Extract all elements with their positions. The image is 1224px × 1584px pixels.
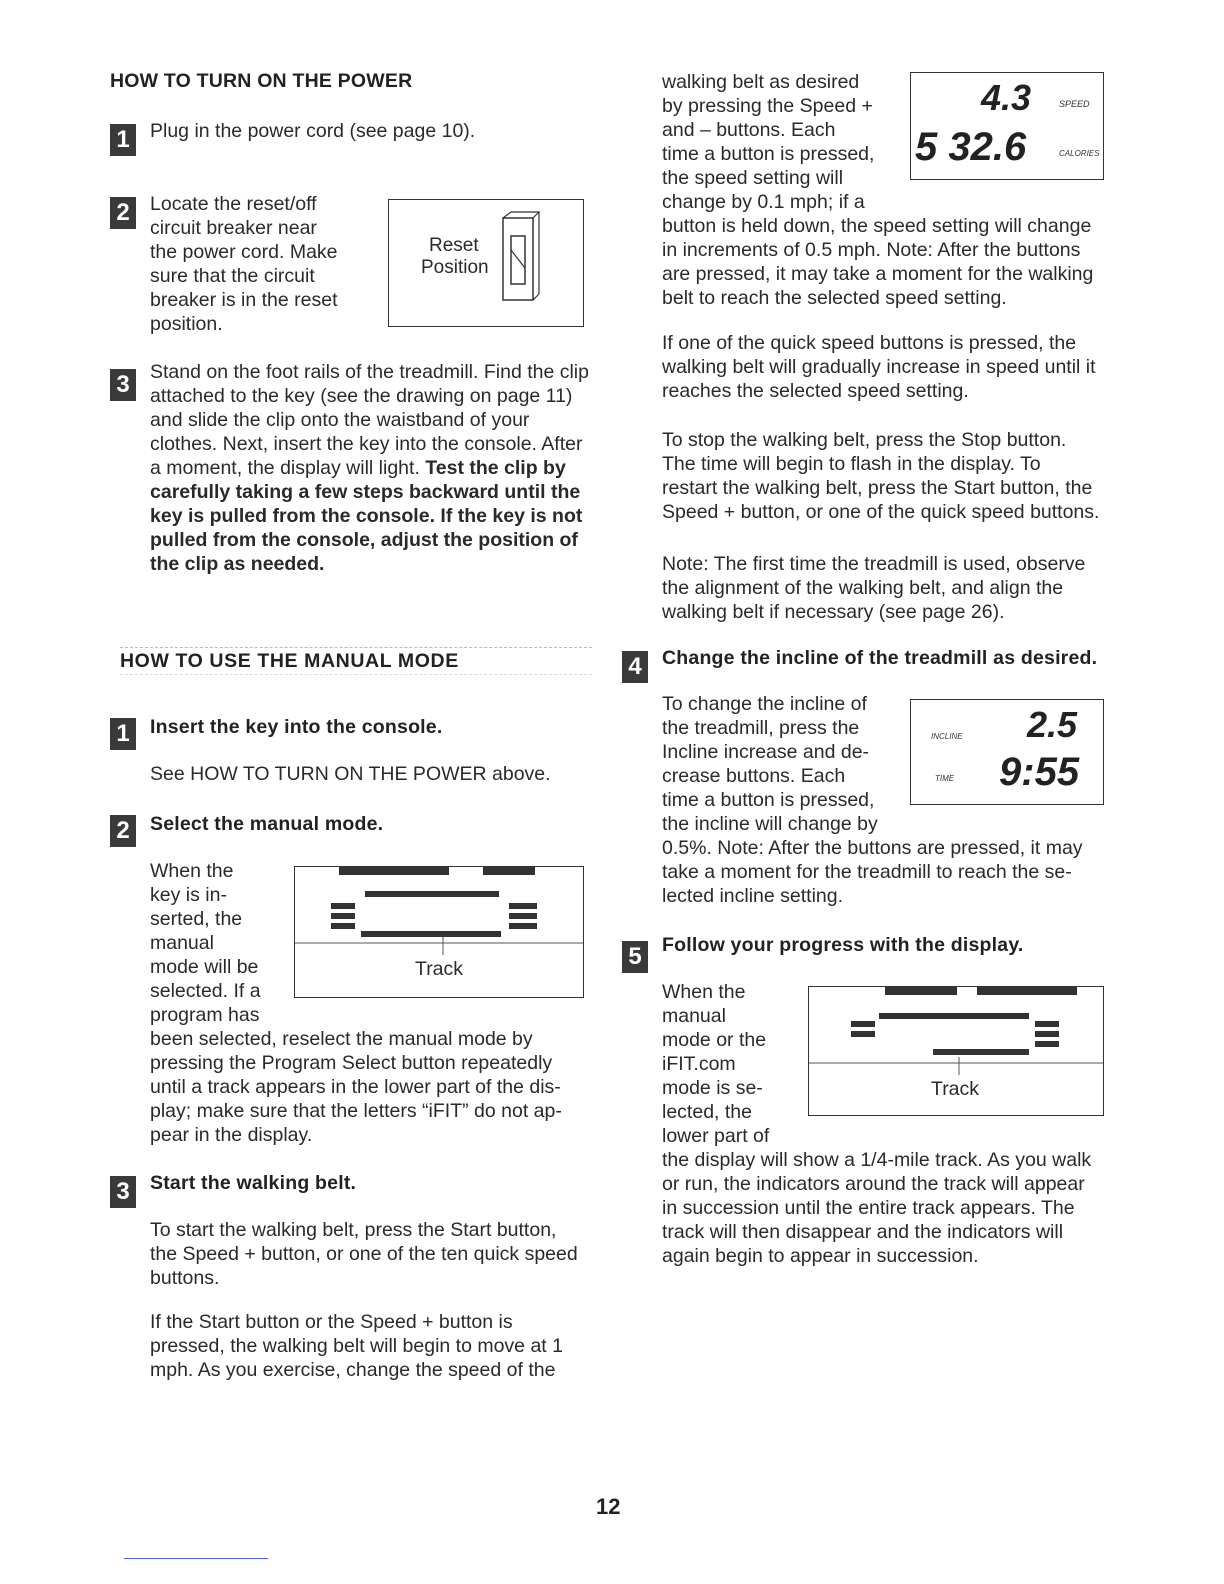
text-line: Speed + button, or one of the quick speed buttons. <box>662 501 1100 523</box>
time-label: TIME <box>935 774 955 783</box>
text-line: play; make sure that the letters “iFIT” do not ap- <box>150 1100 562 1122</box>
bold-text: Test the clip by <box>425 457 566 479</box>
text-line: lected incline setting. <box>662 885 844 907</box>
text-line: by pressing the Speed + <box>662 95 873 117</box>
step-text <box>662 980 802 1148</box>
step-text <box>662 1148 1112 1268</box>
reset-position-figure <box>388 199 584 327</box>
text-line: Stand on the foot rails of the treadmill. Find the clip <box>150 361 589 383</box>
step-title: Start the walking belt. <box>150 1172 357 1194</box>
step-text: Plug in the power cord (see page 10). <box>150 120 476 142</box>
step-number-badge: 4 <box>622 651 648 683</box>
text-line: To change the incline of <box>662 693 867 715</box>
footer-rule <box>124 1558 268 1559</box>
step-text: See HOW TO TURN ON THE POWER above. <box>150 763 551 785</box>
text-line: 0.5%. Note: After the buttons are pressed, it may <box>662 837 1083 859</box>
text-line: the Speed + button, or one of the ten quick speed <box>150 1243 578 1265</box>
text-line: Incline increase and de- <box>662 741 870 763</box>
text-line: the display will show a 1/4-mile track. As you walk <box>662 1149 1092 1171</box>
step-number-badge: 2 <box>110 197 136 229</box>
stop-text <box>662 428 1112 524</box>
text-line: clothes. Next, insert the key into the console. After <box>150 433 583 455</box>
text-line: or run, the indicators around the track will appear <box>662 1173 1085 1195</box>
step-title: Select the manual mode. <box>150 813 384 835</box>
track-display-figure <box>808 986 1104 1116</box>
text-line: When the <box>662 981 746 1003</box>
text-line: lected, the <box>662 1101 752 1123</box>
step-text <box>662 692 912 836</box>
text-line <box>150 456 600 480</box>
text-line: restart the walking belt, press the Start button, the <box>662 477 1093 499</box>
text-line: attached to the key (see the drawing on page 11) <box>150 385 573 407</box>
text-line: are pressed, it may take a moment for the walking <box>662 263 1094 285</box>
step-number-badge: 3 <box>110 369 136 401</box>
text-line: program has <box>150 1004 260 1026</box>
step-text <box>150 859 290 1027</box>
text-line: manual <box>150 932 214 954</box>
text-line: sure that the circuit <box>150 265 315 287</box>
page-number: 12 <box>596 1494 621 1519</box>
text-line: in increments of 0.5 mph. Note: After the buttons <box>662 239 1081 261</box>
step-text <box>150 1027 600 1147</box>
text-line: buttons. <box>150 1267 220 1289</box>
incline-value: 2.5 <box>1027 704 1078 745</box>
incline-display-figure <box>910 699 1104 805</box>
text-line: position. <box>150 313 223 335</box>
text-line: until a track appears in the lower part of the dis- <box>150 1076 561 1098</box>
step-text <box>150 1310 600 1382</box>
text-line: breaker is in the reset <box>150 289 338 311</box>
step-text <box>662 836 1112 908</box>
step-text <box>150 360 600 576</box>
text-line: the incline will change by <box>662 813 878 835</box>
text-line: time a button is pressed, <box>662 789 875 811</box>
text-line: change by 0.1 mph; if a <box>662 191 865 213</box>
bold-text: key is pulled from the console. If the key is not <box>150 505 583 527</box>
text-line: and slide the clip onto the waistband of your <box>150 409 530 431</box>
circuit-breaker-icon <box>501 210 541 302</box>
step-number-badge: 1 <box>110 718 136 750</box>
speed-text <box>662 214 1112 310</box>
step-number-badge: 1 <box>110 124 136 156</box>
text-line: track will then disappear and the indicators will <box>662 1221 1064 1243</box>
text-fragment: a moment, the display will light. <box>150 457 426 479</box>
step-title: Follow your progress with the display. <box>662 934 1024 956</box>
text-line: To start the walking belt, press the Start button, <box>150 1219 557 1241</box>
text-line: Note: The first time the treadmill is used, observe <box>662 553 1086 575</box>
text-line: walking belt will gradually increase in speed until it <box>662 356 1096 378</box>
text-line: button is held down, the speed setting will change <box>662 215 1092 237</box>
text-line: pressing the Program Select button repeatedly <box>150 1052 553 1074</box>
text-line: mode or the <box>662 1029 767 1051</box>
text-line: reaches the selected speed setting. <box>662 380 969 402</box>
speed-label: SPEED <box>1059 99 1090 109</box>
text-line: serted, the <box>150 908 243 930</box>
text-line: iFIT.com <box>662 1053 736 1075</box>
step-number-badge: 3 <box>110 1176 136 1208</box>
text-line: If the Start button or the Speed + button is <box>150 1311 513 1333</box>
text-line: and – buttons. Each <box>662 119 836 141</box>
text-line: again begin to appear in succession. <box>662 1245 979 1267</box>
bold-text: the clip as needed. <box>150 553 325 575</box>
text-line: take a moment for the treadmill to reach the se- <box>662 861 1072 883</box>
text-line: pressed, the walking belt will begin to move at 1 <box>150 1335 563 1357</box>
text-line: pear in the display. <box>150 1124 313 1146</box>
text-line: When the <box>150 860 234 882</box>
text-line: belt to reach the selected speed setting. <box>662 287 1007 309</box>
text-line: walking belt as desired <box>662 71 860 93</box>
step-title: Insert the key into the console. <box>150 716 443 738</box>
figure-label: Track <box>931 1078 980 1100</box>
speed-value: 4.3 <box>981 77 1032 118</box>
text-line: If one of the quick speed buttons is pressed, the <box>662 332 1077 354</box>
text-line: mode is se- <box>662 1077 763 1099</box>
text-line: time a button is pressed, <box>662 143 875 165</box>
speed-text <box>662 70 912 214</box>
figure-label: Position <box>421 257 489 278</box>
text-line: Locate the reset/off <box>150 193 317 215</box>
text-line: the treadmill, press the <box>662 717 860 739</box>
track-display-figure <box>294 866 584 998</box>
text-line: manual <box>662 1005 726 1027</box>
section-heading-power: HOW TO TURN ON THE POWER <box>110 70 413 92</box>
figure-label: Track <box>415 958 464 980</box>
step-title: Change the incline of the treadmill as desired. <box>662 647 1098 669</box>
text-line: the alignment of the walking belt, and align the <box>662 577 1064 599</box>
text-line: key is in- <box>150 884 227 906</box>
text-line: in succession until the entire track appears. The <box>662 1197 1075 1219</box>
text-line: crease buttons. Each <box>662 765 846 787</box>
text-line: mph. As you exercise, change the speed of the <box>150 1359 556 1381</box>
note-text <box>662 552 1112 624</box>
step-number-badge: 2 <box>110 815 136 847</box>
time-value: 9:55 <box>999 750 1080 794</box>
text-line: selected. If a <box>150 980 261 1002</box>
section-heading-manual: HOW TO USE THE MANUAL MODE <box>120 650 459 672</box>
step-text <box>150 1218 600 1290</box>
text-line: circuit breaker near <box>150 217 317 239</box>
text-line: the speed setting will <box>662 167 844 189</box>
text-line: The time will begin to flash in the display. To <box>662 453 1041 475</box>
bold-text: pulled from the console, adjust the position of <box>150 529 578 551</box>
step-text <box>150 192 380 336</box>
text-line: been selected, reselect the manual mode by <box>150 1028 533 1050</box>
step-number-badge: 5 <box>622 941 648 973</box>
text-line: mode will be <box>150 956 259 978</box>
calories-value: 5 32.6 <box>915 125 1027 169</box>
incline-label: INCLINE <box>931 732 963 741</box>
figure-label: Reset <box>429 235 479 256</box>
text-line: To stop the walking belt, press the Stop button. <box>662 429 1067 451</box>
calories-label: CALORIES <box>1059 149 1100 158</box>
text-line: the power cord. Make <box>150 241 338 263</box>
text-line: lower part of <box>662 1125 770 1147</box>
bold-text: carefully taking a few steps backward until the <box>150 481 581 503</box>
text-line: walking belt if necessary (see page 26). <box>662 601 1005 623</box>
speed-display-figure <box>910 72 1104 180</box>
quick-speed-text <box>662 331 1112 403</box>
